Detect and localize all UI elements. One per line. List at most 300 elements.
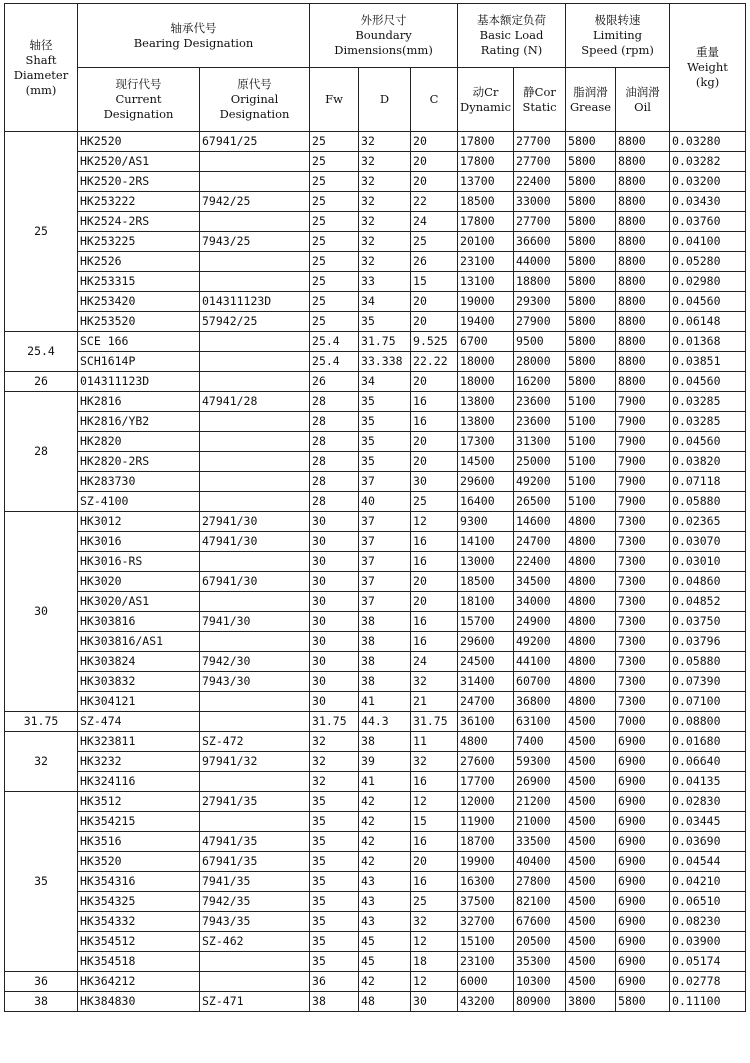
c-cell: 16 <box>411 412 458 432</box>
fw-cell: 25 <box>310 132 359 152</box>
grease-speed-cell: 4500 <box>566 892 616 912</box>
d-cell: 37 <box>359 472 411 492</box>
weight-cell: 0.04210 <box>670 872 746 892</box>
fw-cell: 30 <box>310 592 359 612</box>
c-cell: 32 <box>411 912 458 932</box>
fw-cell: 30 <box>310 692 359 712</box>
weight-cell: 0.03760 <box>670 212 746 232</box>
static-load-cell: 14600 <box>514 512 566 532</box>
original-designation-cell <box>200 372 310 392</box>
dynamic-load-cell: 29600 <box>458 472 514 492</box>
oil-speed-cell: 8800 <box>616 192 670 212</box>
current-designation-cell: HK354512 <box>78 932 200 952</box>
c-cell: 32 <box>411 752 458 772</box>
weight-cell: 0.04560 <box>670 432 746 452</box>
fw-header: Fw <box>310 68 359 132</box>
header-text: 基本额定负荷 <box>477 13 547 27</box>
original-designation-cell <box>200 972 310 992</box>
dynamic-load-cell: 13700 <box>458 172 514 192</box>
dynamic-load-cell: 43200 <box>458 992 514 1012</box>
oil-speed-cell: 7900 <box>616 472 670 492</box>
original-designation-cell <box>200 472 310 492</box>
fw-cell: 32 <box>310 732 359 752</box>
dynamic-load-cell: 17300 <box>458 432 514 452</box>
dynamic-load-cell: 17700 <box>458 772 514 792</box>
grease-speed-cell: 4500 <box>566 912 616 932</box>
c-cell: 20 <box>411 852 458 872</box>
limiting-speed-header <box>566 4 670 68</box>
c-cell: 20 <box>411 292 458 312</box>
dynamic-load-cell: 6000 <box>458 972 514 992</box>
static-load-cell: 31300 <box>514 432 566 452</box>
weight-cell: 0.03750 <box>670 612 746 632</box>
current-designation-cell: HK364212 <box>78 972 200 992</box>
original-designation-cell: 27941/35 <box>200 792 310 812</box>
d-cell: 41 <box>359 692 411 712</box>
fw-cell: 30 <box>310 532 359 552</box>
table-row <box>5 152 746 172</box>
dynamic-load-cell: 9300 <box>458 512 514 532</box>
weight-cell: 0.03285 <box>670 392 746 412</box>
current-designation-cell: HK2526 <box>78 252 200 272</box>
original-designation-cell: 67941/35 <box>200 852 310 872</box>
table-row <box>5 872 746 892</box>
grease-speed-cell: 4500 <box>566 832 616 852</box>
table-row <box>5 632 746 652</box>
fw-cell: 35 <box>310 792 359 812</box>
static-load-cell: 80900 <box>514 992 566 1012</box>
d-cell: 32 <box>359 232 411 252</box>
dynamic-load-cell: 14500 <box>458 452 514 472</box>
d-cell: 34 <box>359 292 411 312</box>
table-row <box>5 692 746 712</box>
current-designation-cell: HK2816/YB2 <box>78 412 200 432</box>
grease-speed-cell: 5800 <box>566 332 616 352</box>
current-designation-cell: HK2524-2RS <box>78 212 200 232</box>
current-designation-cell: HK253225 <box>78 232 200 252</box>
weight-cell: 0.05174 <box>670 952 746 972</box>
d-cell: 38 <box>359 652 411 672</box>
header-text: Boundary <box>355 28 412 42</box>
grease-speed-cell: 4800 <box>566 692 616 712</box>
current-designation-cell: HK253222 <box>78 192 200 212</box>
dynamic-load-cell: 13800 <box>458 412 514 432</box>
d-cell: 35 <box>359 392 411 412</box>
table-row <box>5 792 746 812</box>
table-row <box>5 772 746 792</box>
weight-cell: 0.05280 <box>670 252 746 272</box>
oil-speed-cell: 8800 <box>616 312 670 332</box>
grease-speed-cell: 4500 <box>566 772 616 792</box>
c-cell: 9.525 <box>411 332 458 352</box>
original-designation-header <box>200 68 310 132</box>
static-load-cell: 9500 <box>514 332 566 352</box>
current-designation-cell: HK3512 <box>78 792 200 812</box>
header-text: Oil <box>634 99 651 114</box>
oil-speed-cell: 8800 <box>616 132 670 152</box>
original-designation-cell: SZ-472 <box>200 732 310 752</box>
oil-speed-cell: 6900 <box>616 832 670 852</box>
current-designation-header <box>78 68 200 132</box>
d-cell: 37 <box>359 592 411 612</box>
original-designation-cell: 7942/35 <box>200 892 310 912</box>
dynamic-load-cell: 36100 <box>458 712 514 732</box>
boundary-dimensions-header <box>310 4 458 68</box>
oil-speed-cell: 6900 <box>616 752 670 772</box>
current-designation-cell: HK3232 <box>78 752 200 772</box>
static-load-cell: 20500 <box>514 932 566 952</box>
weight-cell: 0.01680 <box>670 732 746 752</box>
c-header: C <box>411 68 458 132</box>
header-text: 现行代号 <box>115 77 162 91</box>
header-text: Original <box>230 92 279 106</box>
grease-speed-cell: 4800 <box>566 592 616 612</box>
weight-cell: 0.05880 <box>670 492 746 512</box>
weight-cell: 0.03200 <box>670 172 746 192</box>
c-cell: 11 <box>411 732 458 752</box>
weight-cell: 0.02830 <box>670 792 746 812</box>
dynamic-load-cell: 20100 <box>458 232 514 252</box>
table-body <box>5 132 746 1012</box>
c-cell: 16 <box>411 772 458 792</box>
original-designation-cell <box>200 252 310 272</box>
weight-cell: 0.02980 <box>670 272 746 292</box>
bearing-designation-header <box>78 4 310 68</box>
d-cell: 33.338 <box>359 352 411 372</box>
table-row <box>5 272 746 292</box>
header-text: Designation <box>219 107 290 121</box>
shaft-diameter-cell: 28 <box>5 392 78 512</box>
c-cell: 16 <box>411 832 458 852</box>
static-load-cell: 36800 <box>514 692 566 712</box>
d-cell: 37 <box>359 512 411 532</box>
dynamic-load-cell: 18100 <box>458 592 514 612</box>
d-cell: 34 <box>359 372 411 392</box>
oil-speed-cell: 6900 <box>616 772 670 792</box>
dynamic-load-cell: 18700 <box>458 832 514 852</box>
header-text: Limiting <box>593 28 643 42</box>
weight-cell: 0.03070 <box>670 532 746 552</box>
original-designation-cell: SZ-462 <box>200 932 310 952</box>
original-designation-cell: 7943/35 <box>200 912 310 932</box>
table-row <box>5 812 746 832</box>
weight-cell: 0.04544 <box>670 852 746 872</box>
c-cell: 20 <box>411 152 458 172</box>
fw-cell: 35 <box>310 892 359 912</box>
grease-speed-cell: 4800 <box>566 652 616 672</box>
c-cell: 16 <box>411 552 458 572</box>
grease-speed-cell: 4800 <box>566 572 616 592</box>
current-designation-cell: SCH1614P <box>78 352 200 372</box>
grease-speed-cell: 5800 <box>566 292 616 312</box>
table-row <box>5 492 746 512</box>
fw-cell: 31.75 <box>310 712 359 732</box>
dynamic-load-cell: 13100 <box>458 272 514 292</box>
static-load-cell: 35300 <box>514 952 566 972</box>
original-designation-cell: 57942/25 <box>200 312 310 332</box>
static-load-cell: 24700 <box>514 532 566 552</box>
static-load-cell: 16200 <box>514 372 566 392</box>
oil-speed-cell: 7300 <box>616 692 670 712</box>
d-cell: 38 <box>359 732 411 752</box>
oil-speed-cell: 8800 <box>616 252 670 272</box>
current-designation-cell: HK303816/AS1 <box>78 632 200 652</box>
grease-speed-cell: 4800 <box>566 532 616 552</box>
oil-speed-cell: 7900 <box>616 492 670 512</box>
c-cell: 32 <box>411 672 458 692</box>
current-designation-cell: HK2816 <box>78 392 200 412</box>
dynamic-load-cell: 16300 <box>458 872 514 892</box>
d-cell: 40 <box>359 492 411 512</box>
grease-speed-cell: 4800 <box>566 672 616 692</box>
oil-speed-cell: 6900 <box>616 952 670 972</box>
header-text: 油润滑 <box>625 84 660 99</box>
original-designation-cell <box>200 492 310 512</box>
table-row <box>5 312 746 332</box>
d-cell: 31.75 <box>359 332 411 352</box>
current-designation-cell: HK3020/AS1 <box>78 592 200 612</box>
grease-speed-cell: 5800 <box>566 192 616 212</box>
table-row <box>5 172 746 192</box>
weight-cell: 0.05880 <box>670 652 746 672</box>
c-cell: 25 <box>411 892 458 912</box>
grease-speed-cell: 4500 <box>566 792 616 812</box>
original-designation-cell: 27941/30 <box>200 512 310 532</box>
c-cell: 18 <box>411 952 458 972</box>
c-cell: 30 <box>411 472 458 492</box>
c-cell: 16 <box>411 632 458 652</box>
weight-cell: 0.08230 <box>670 912 746 932</box>
weight-cell: 0.03851 <box>670 352 746 372</box>
fw-cell: 25 <box>310 152 359 172</box>
weight-cell: 0.01368 <box>670 332 746 352</box>
d-cell: 37 <box>359 572 411 592</box>
c-cell: 15 <box>411 812 458 832</box>
current-designation-cell: HK304121 <box>78 692 200 712</box>
c-cell: 22 <box>411 192 458 212</box>
d-cell: 43 <box>359 912 411 932</box>
static-load-cell: 18800 <box>514 272 566 292</box>
current-designation-cell: HK283730 <box>78 472 200 492</box>
grease-speed-cell: 4800 <box>566 552 616 572</box>
d-cell: 43 <box>359 872 411 892</box>
grease-speed-cell: 4500 <box>566 712 616 732</box>
header-text: 极限转速 <box>594 13 641 27</box>
original-designation-cell <box>200 952 310 972</box>
dynamic-load-cell: 13000 <box>458 552 514 572</box>
d-cell: 41 <box>359 772 411 792</box>
fw-cell: 35 <box>310 852 359 872</box>
current-designation-cell: HK2520 <box>78 132 200 152</box>
header-text: Grease <box>570 99 612 114</box>
c-cell: 31.75 <box>411 712 458 732</box>
dynamic-load-cell: 18500 <box>458 572 514 592</box>
weight-cell: 0.08800 <box>670 712 746 732</box>
table-row <box>5 472 746 492</box>
d-cell: 33 <box>359 272 411 292</box>
header-text: (kg) <box>695 75 720 89</box>
header-text: 外形尺寸 <box>360 13 407 27</box>
fw-cell: 35 <box>310 952 359 972</box>
original-designation-cell <box>200 272 310 292</box>
fw-cell: 30 <box>310 612 359 632</box>
fw-cell: 25 <box>310 272 359 292</box>
c-cell: 16 <box>411 612 458 632</box>
oil-speed-cell: 7900 <box>616 452 670 472</box>
original-designation-cell <box>200 152 310 172</box>
table-row <box>5 852 746 872</box>
fw-cell: 38 <box>310 992 359 1012</box>
d-cell: 42 <box>359 852 411 872</box>
static-load-cell: 44100 <box>514 652 566 672</box>
static-load-cell: 36600 <box>514 232 566 252</box>
table-row <box>5 912 746 932</box>
weight-cell: 0.06510 <box>670 892 746 912</box>
current-designation-cell: SZ-474 <box>78 712 200 732</box>
table-row <box>5 212 746 232</box>
static-load-cell: 33500 <box>514 832 566 852</box>
fw-cell: 28 <box>310 432 359 452</box>
oil-speed-cell: 8800 <box>616 352 670 372</box>
header-text: 重量 <box>696 45 720 59</box>
grease-speed-cell: 5100 <box>566 392 616 412</box>
table-row <box>5 992 746 1012</box>
current-designation-cell: HK354332 <box>78 912 200 932</box>
header-text: 原代号 <box>237 77 272 91</box>
table-row <box>5 432 746 452</box>
header-text: Static <box>522 99 557 114</box>
current-designation-cell: HK2520/AS1 <box>78 152 200 172</box>
table-row <box>5 332 746 352</box>
static-load-cell: 27800 <box>514 872 566 892</box>
weight-cell: 0.04100 <box>670 232 746 252</box>
header-text: Current <box>115 92 162 106</box>
fw-cell: 25 <box>310 212 359 232</box>
static-load-cell: 49200 <box>514 632 566 652</box>
shaft-diameter-cell: 26 <box>5 372 78 392</box>
table-row <box>5 192 746 212</box>
static-load-cell: 49200 <box>514 472 566 492</box>
current-designation-cell: HK354518 <box>78 952 200 972</box>
oil-speed-cell: 8800 <box>616 332 670 352</box>
header-text: 静Cor <box>523 84 556 99</box>
c-cell: 16 <box>411 392 458 412</box>
dynamic-load-cell: 19900 <box>458 852 514 872</box>
c-cell: 22.22 <box>411 352 458 372</box>
weight-cell: 0.02778 <box>670 972 746 992</box>
fw-cell: 35 <box>310 872 359 892</box>
c-cell: 20 <box>411 172 458 192</box>
c-cell: 25 <box>411 232 458 252</box>
grease-speed-cell: 5800 <box>566 132 616 152</box>
c-cell: 16 <box>411 872 458 892</box>
header-text: Rating (N) <box>480 43 543 57</box>
oil-speed-cell: 7300 <box>616 532 670 552</box>
current-designation-cell: HK303832 <box>78 672 200 692</box>
grease-speed-cell: 5800 <box>566 272 616 292</box>
weight-cell: 0.11100 <box>670 992 746 1012</box>
c-cell: 25 <box>411 492 458 512</box>
dynamic-load-cell: 19000 <box>458 292 514 312</box>
original-designation-cell <box>200 552 310 572</box>
oil-speed-cell: 6900 <box>616 872 670 892</box>
original-designation-cell <box>200 352 310 372</box>
table-row <box>5 752 746 772</box>
weight-cell: 0.03282 <box>670 152 746 172</box>
oil-speed-cell: 7300 <box>616 552 670 572</box>
original-designation-cell <box>200 812 310 832</box>
oil-speed-cell: 6900 <box>616 792 670 812</box>
grease-speed-cell: 5100 <box>566 412 616 432</box>
table-row <box>5 732 746 752</box>
original-designation-cell: SZ-471 <box>200 992 310 1012</box>
oil-speed-cell: 7300 <box>616 592 670 612</box>
grease-speed-cell: 5100 <box>566 492 616 512</box>
table-row <box>5 672 746 692</box>
c-cell: 20 <box>411 132 458 152</box>
grease-speed-cell: 4500 <box>566 872 616 892</box>
original-designation-cell: 67941/30 <box>200 572 310 592</box>
static-load-cell: 82100 <box>514 892 566 912</box>
dynamic-load-cell: 23100 <box>458 252 514 272</box>
oil-speed-cell: 7000 <box>616 712 670 732</box>
static-load-cell: 26500 <box>514 492 566 512</box>
c-cell: 26 <box>411 252 458 272</box>
c-cell: 20 <box>411 312 458 332</box>
original-designation-cell <box>200 632 310 652</box>
table-row <box>5 412 746 432</box>
current-designation-cell: HK354325 <box>78 892 200 912</box>
static-load-cell: 27700 <box>514 132 566 152</box>
dynamic-load-cell: 37500 <box>458 892 514 912</box>
oil-speed-cell: 8800 <box>616 272 670 292</box>
current-designation-cell: HK3012 <box>78 512 200 532</box>
dynamic-load-cell: 24500 <box>458 652 514 672</box>
weight-cell: 0.04135 <box>670 772 746 792</box>
original-designation-cell <box>200 452 310 472</box>
oil-speed-cell: 7300 <box>616 612 670 632</box>
weight-cell: 0.03010 <box>670 552 746 572</box>
oil-speed-cell: 8800 <box>616 372 670 392</box>
grease-speed-cell: 4800 <box>566 632 616 652</box>
c-cell: 20 <box>411 572 458 592</box>
fw-cell: 30 <box>310 652 359 672</box>
fw-cell: 35 <box>310 932 359 952</box>
c-cell: 12 <box>411 792 458 812</box>
header-text: (mm) <box>25 82 57 97</box>
grease-speed-cell: 5800 <box>566 152 616 172</box>
dynamic-load-cell: 17800 <box>458 212 514 232</box>
dynamic-load-cell: 6700 <box>458 332 514 352</box>
d-header: D <box>359 68 411 132</box>
oil-speed-cell: 8800 <box>616 152 670 172</box>
fw-cell: 32 <box>310 772 359 792</box>
dynamic-load-cell: 17800 <box>458 152 514 172</box>
header-text: Speed (rpm) <box>581 43 654 57</box>
table-row <box>5 952 746 972</box>
current-designation-cell: HK2820 <box>78 432 200 452</box>
c-cell: 24 <box>411 212 458 232</box>
table-row <box>5 972 746 992</box>
grease-speed-cell: 5800 <box>566 232 616 252</box>
static-load-cell: 34500 <box>514 572 566 592</box>
current-designation-cell: SZ-4100 <box>78 492 200 512</box>
grease-speed-cell: 3800 <box>566 992 616 1012</box>
original-designation-cell: 014311123D <box>200 292 310 312</box>
weight-header <box>670 4 746 132</box>
static-load-cell: 22400 <box>514 552 566 572</box>
table-row <box>5 292 746 312</box>
